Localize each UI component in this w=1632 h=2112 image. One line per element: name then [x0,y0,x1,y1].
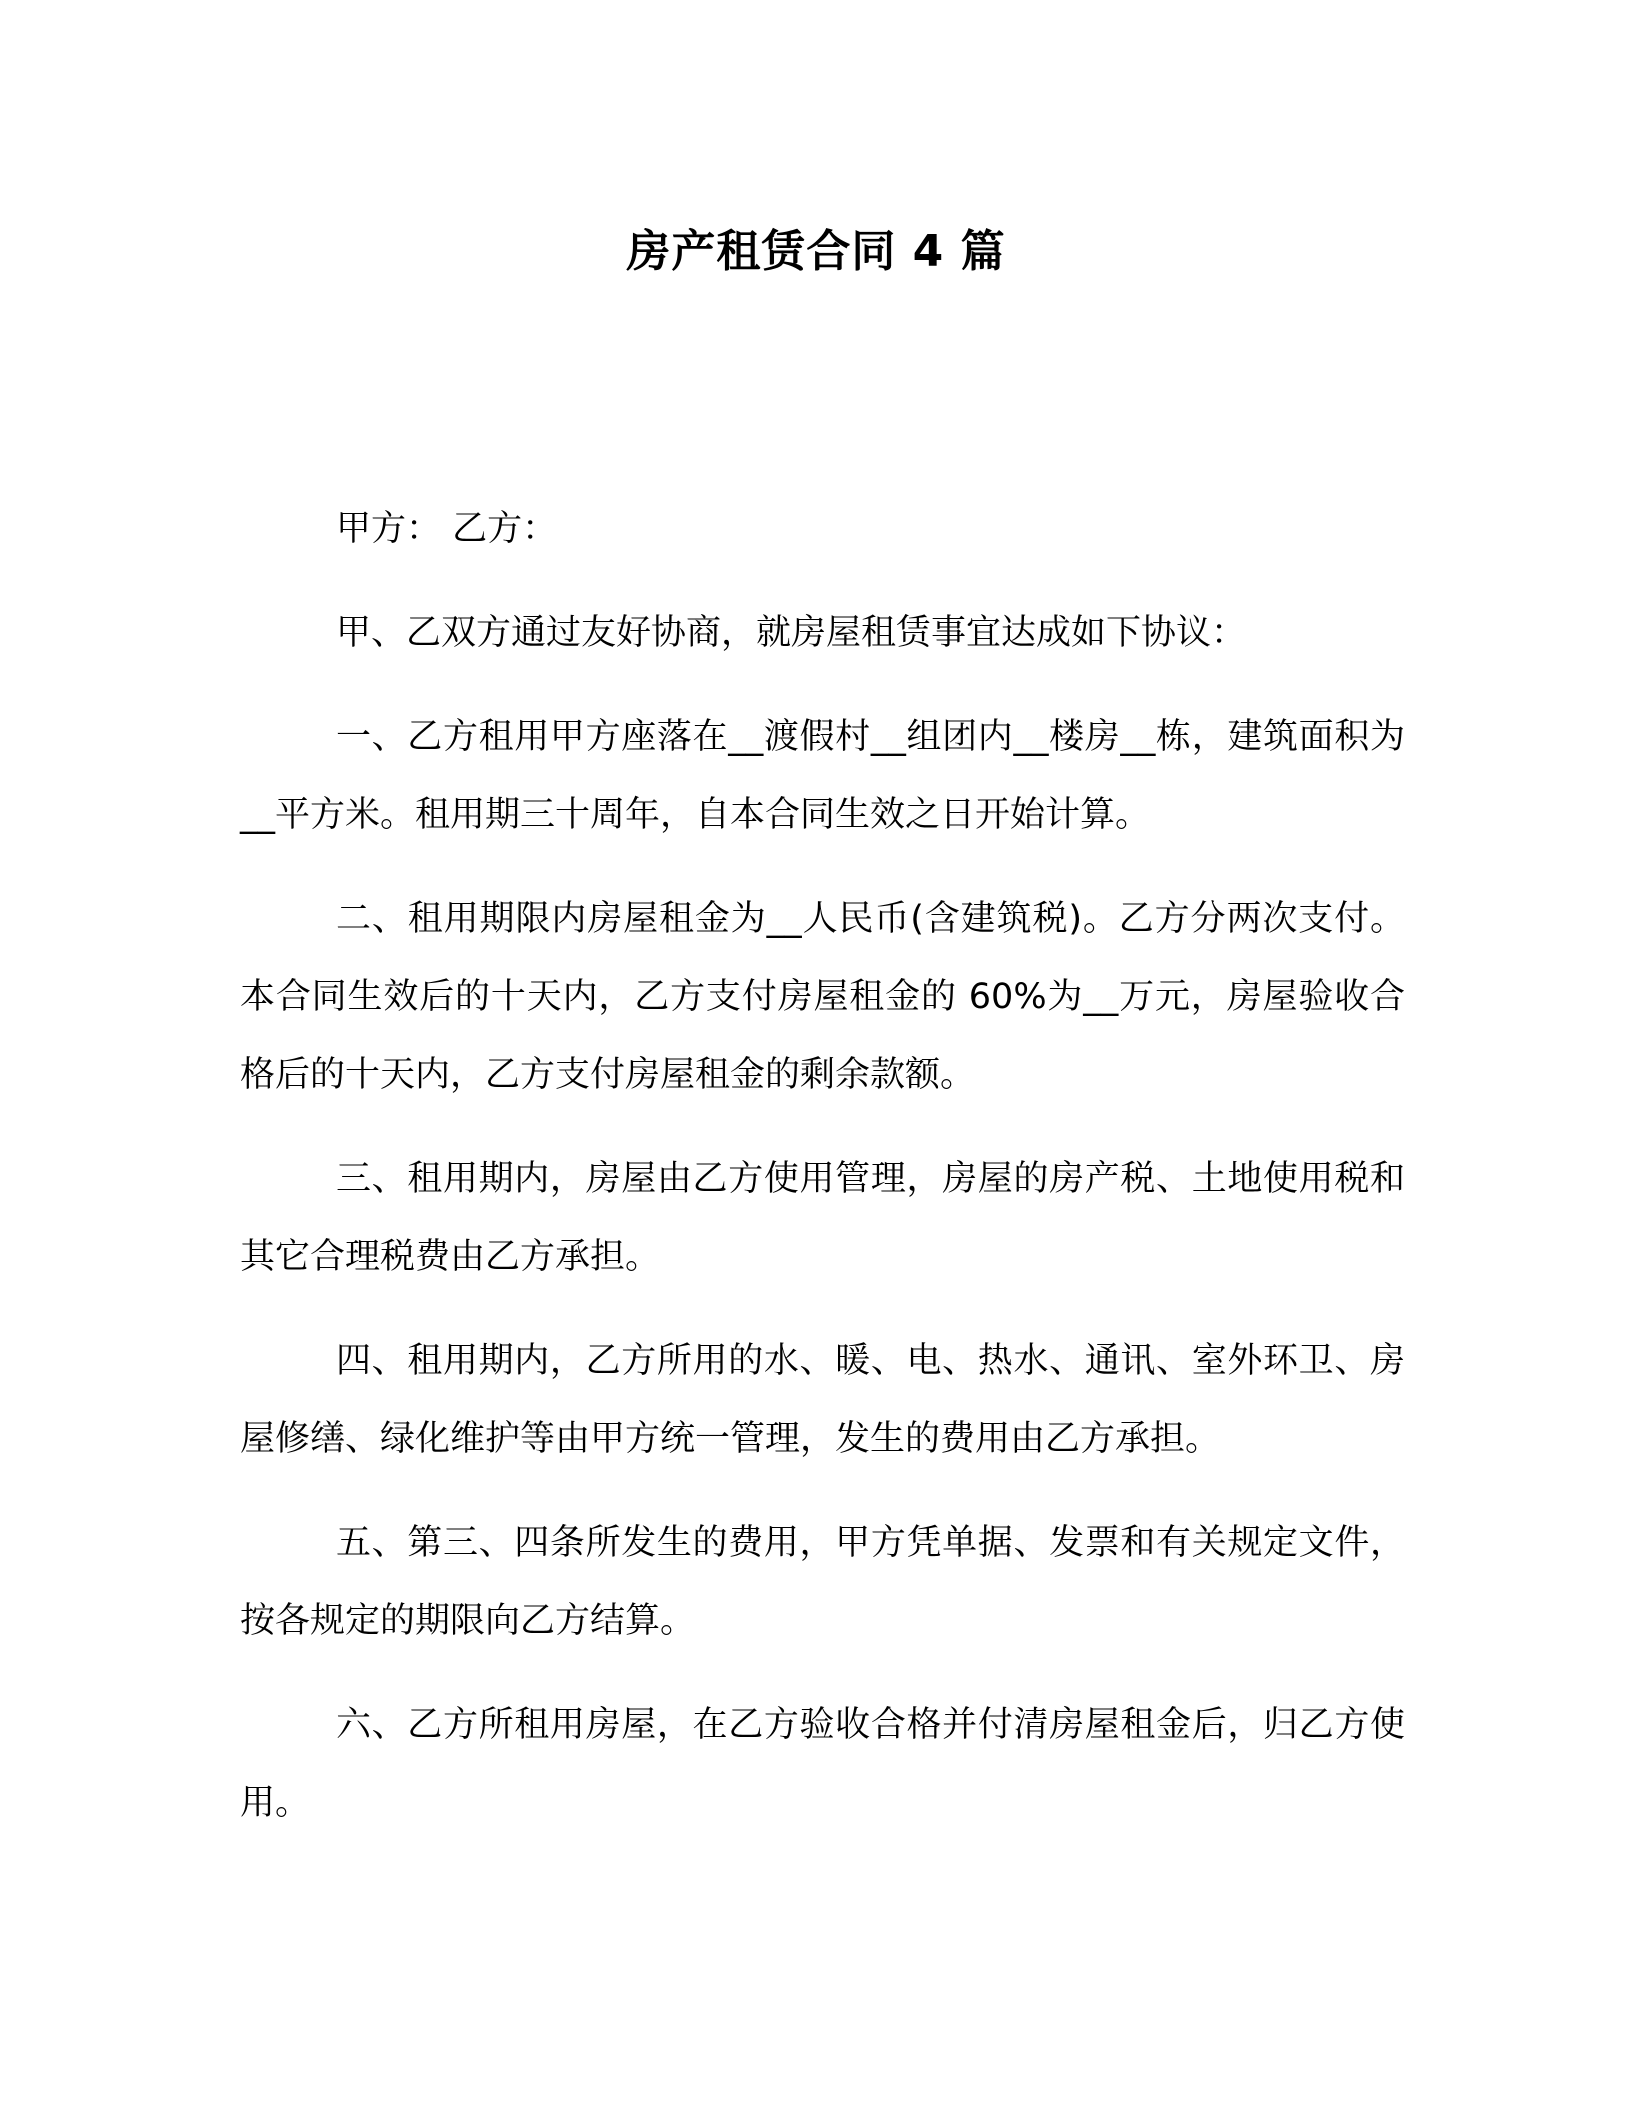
clause-3: 三、租用期内，房屋由乙方使用管理，房屋的房产税、土地使用税和其它合理税费由乙方承担。 [240,1159,1405,1277]
document-title: 房产租赁合同 4 篇 [626,226,1006,277]
clause-6: 六、乙方所租用房屋，在乙方验收合格并付清房屋租金后，归乙方使用。 [240,1705,1405,1823]
agreement-intro: 甲、乙双方通过友好协商，就房屋租赁事宜达成如下协议： [336,613,1247,653]
document-body [240,490,1405,1868]
clause-4: 四、租用期内，乙方所用的水、暖、电、热水、通讯、室外环卫、房屋修缮、绿化维护等由甲方统一管理，发生的费用由乙方承担。 [240,1341,1405,1459]
clause-2: 二、租用期限内房屋租金为__人民币(含建筑税)。乙方分两次支付。本合同生效后的十天内，乙方支付房屋租金的 60%为__万元，房屋验收合格后的十天内，乙方支付房屋租金的剩余款额。 [240,899,1405,1095]
parties-line: 甲方： 乙方： [336,509,558,549]
clause-5: 五、第三、四条所发生的费用，甲方凭单据、发票和有关规定文件，按各规定的期限向乙方结算。 [240,1523,1405,1641]
clause-1: 一、乙方租用甲方座落在__渡假村__组团内__楼房__栋，建筑面积为__平方米。租用期三十周年，自本合同生效之日开始计算。 [240,717,1405,835]
